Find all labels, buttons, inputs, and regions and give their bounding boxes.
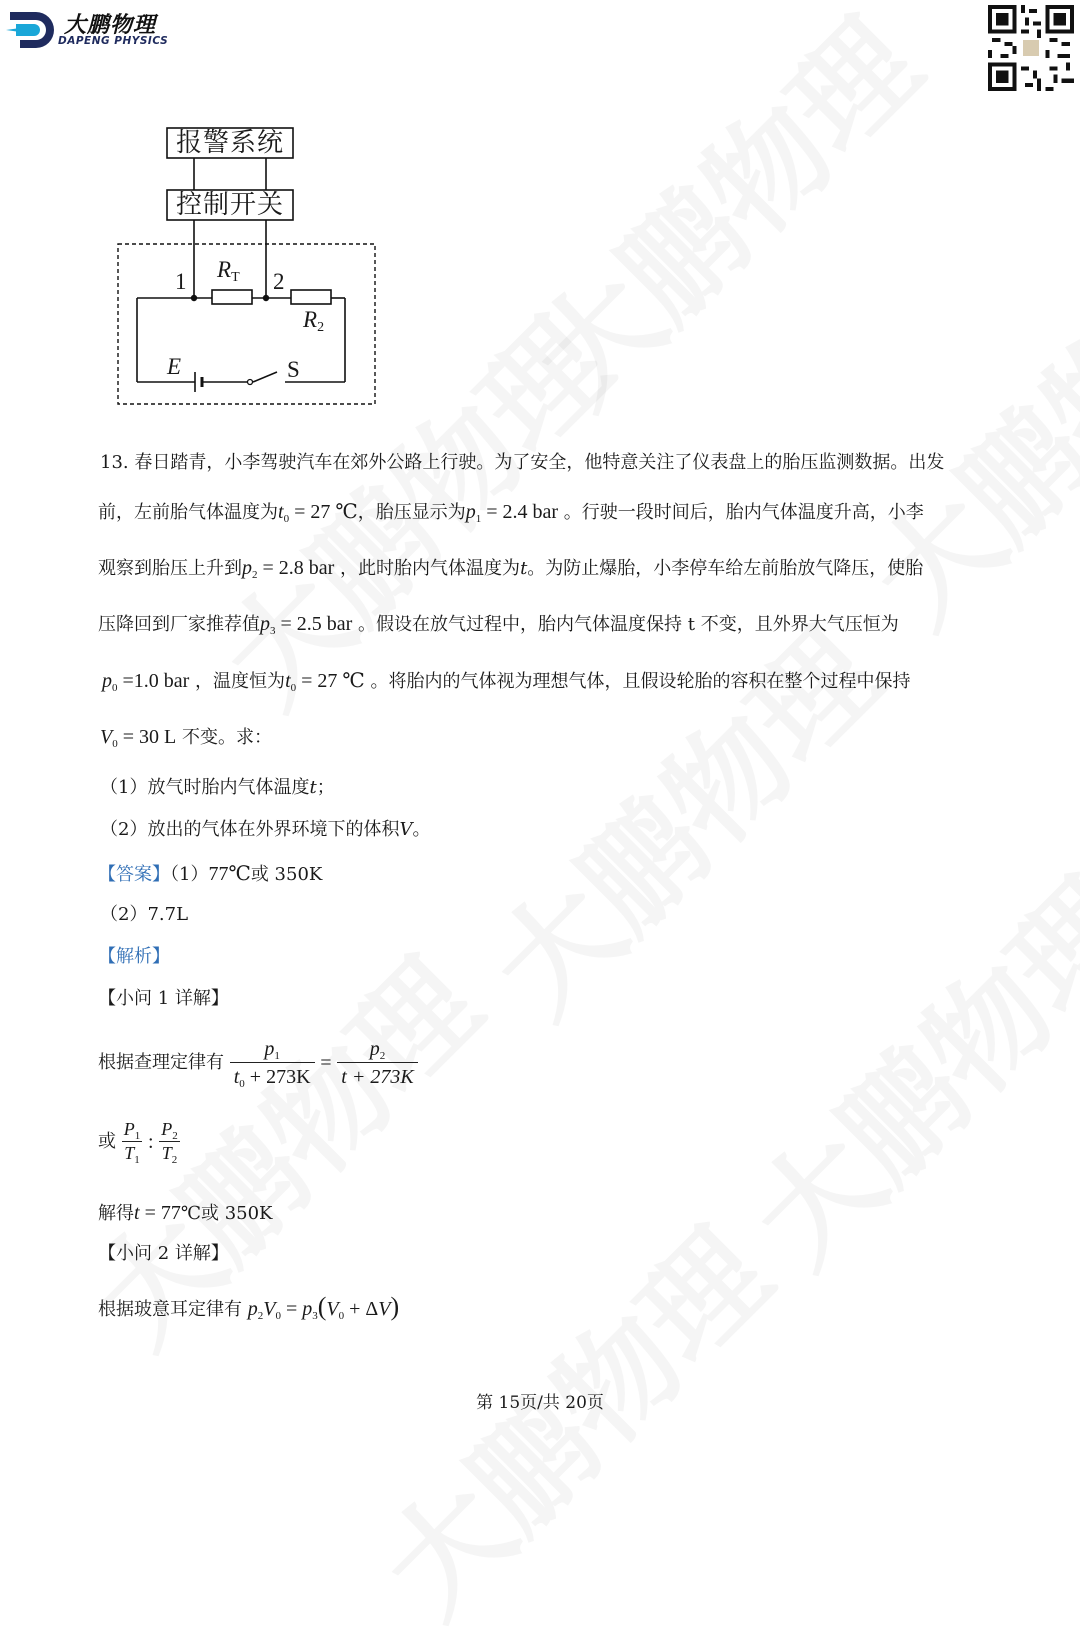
sub-question-2 bbox=[100, 821, 430, 839]
frac-denominator: t + 273K bbox=[341, 1066, 414, 1088]
frac-numerator bbox=[122, 1120, 143, 1142]
circuit-wires bbox=[105, 118, 395, 418]
var-v: V bbox=[399, 819, 413, 840]
q-text: 不变。求： bbox=[176, 727, 272, 748]
sub-3: 3 bbox=[312, 1310, 318, 1322]
q-math bbox=[466, 501, 558, 523]
equals-sign: = bbox=[320, 1052, 332, 1074]
q-text: 。行驶一段时间后，胎内气体温度升高，小李 bbox=[558, 502, 924, 523]
sub-0: 0 bbox=[283, 513, 290, 525]
q-text: ，此时胎内气体温度为 bbox=[334, 558, 521, 579]
fraction-p2 bbox=[337, 1038, 417, 1088]
var-p3: p bbox=[302, 1298, 313, 1320]
p3-value: = 2.5 bar bbox=[275, 613, 353, 635]
emf-label: E bbox=[167, 354, 182, 379]
var-t: t bbox=[309, 777, 317, 798]
var-p2: p bbox=[242, 557, 252, 579]
answer-line-1 bbox=[98, 864, 322, 884]
den-rest: + 273K bbox=[244, 1066, 311, 1088]
var-p2: p bbox=[369, 1038, 380, 1060]
analysis-tag: 【解析】 bbox=[98, 946, 170, 967]
fraction-P2-T2 bbox=[159, 1120, 180, 1164]
rt-sub: T bbox=[231, 270, 240, 285]
question-line-1: 13. 春日踏青，小李驾驶汽车在郊外公路上行驶。为了安全，他特意关注了仪表盘上的胎压监测数据。出发 bbox=[100, 452, 945, 473]
sub-0: 0 bbox=[290, 682, 297, 694]
brand-name: 大鹏物理 bbox=[64, 13, 157, 38]
var-v0: V bbox=[100, 726, 113, 748]
q-math bbox=[100, 726, 176, 748]
var-p3: p bbox=[260, 613, 270, 635]
var-v0: V bbox=[263, 1298, 276, 1320]
frac-numerator bbox=[337, 1038, 417, 1063]
q-text: 观察到胎压上升到 bbox=[98, 558, 242, 579]
var-t0: t bbox=[233, 1066, 240, 1088]
answer-line-2: （2）7.7L bbox=[100, 904, 189, 925]
sub-0: 0 bbox=[338, 1310, 345, 1322]
frac-denominator bbox=[159, 1142, 180, 1164]
var-t: t bbox=[520, 558, 528, 579]
var-T2: T bbox=[161, 1142, 172, 1163]
q-text: 。将胎内的气体视为理想气体，且假设轮胎的容积在整个过程中保持 bbox=[364, 671, 911, 692]
var-T1: T bbox=[124, 1142, 135, 1163]
watermark bbox=[449, 585, 910, 1046]
t0-value: = 27 ℃ bbox=[296, 670, 365, 692]
node-2-label: 2 bbox=[273, 269, 285, 294]
watermark bbox=[829, 195, 1080, 656]
alt-ratio-line bbox=[98, 1120, 180, 1164]
var-P2: P bbox=[161, 1119, 173, 1139]
q-text: 压降回到厂家推荐值 bbox=[98, 614, 260, 635]
v0-value: = 30 L bbox=[117, 726, 177, 748]
page-footer: 第 15页/共 20页 bbox=[476, 1393, 604, 1413]
p1-value: = 2.4 bar bbox=[481, 501, 559, 523]
q-text: ，温度恒为 bbox=[189, 671, 286, 692]
q-math bbox=[285, 670, 365, 692]
sub-1: 1 bbox=[134, 1130, 141, 1142]
fraction-p1 bbox=[230, 1038, 315, 1088]
sub-2: 2 bbox=[171, 1153, 178, 1166]
q-math bbox=[260, 613, 352, 635]
q-text: 。 bbox=[412, 819, 431, 840]
frac-denominator bbox=[230, 1063, 315, 1088]
dashed-box bbox=[118, 244, 375, 404]
var-P1: P bbox=[123, 1119, 135, 1139]
q-text: 。为防止爆胎，小李停车给左前胎放气降压，使胎 bbox=[527, 558, 924, 579]
sub-2: 2 bbox=[379, 1050, 386, 1062]
brand-english: DAPENG PHYSICS bbox=[58, 35, 169, 47]
rt-resistor bbox=[212, 290, 252, 304]
rt-main: R bbox=[217, 257, 232, 282]
watermark bbox=[709, 835, 1080, 1296]
node-1-label: 1 bbox=[175, 269, 187, 294]
var-t0: t bbox=[278, 501, 284, 523]
eq-sign: = bbox=[280, 1298, 303, 1320]
sub-0: 0 bbox=[112, 738, 118, 750]
dapeng-logo-icon bbox=[6, 6, 66, 52]
a1-prefix: （1） bbox=[170, 864, 209, 885]
sub-3: 3 bbox=[270, 625, 276, 637]
q-math bbox=[242, 557, 334, 579]
charles-law-line bbox=[98, 1038, 418, 1088]
q-text: ，胎压显示为 bbox=[357, 502, 466, 523]
rt-label bbox=[217, 257, 240, 285]
boyle-law-line bbox=[98, 1294, 399, 1320]
or-text: 或 bbox=[98, 1130, 116, 1152]
q-text: （2）放出的气体在外界环境下的体积 bbox=[100, 819, 400, 840]
var-v: V bbox=[378, 1298, 391, 1320]
a1-value: 77℃ bbox=[208, 863, 251, 885]
sub-0: 0 bbox=[239, 1078, 245, 1090]
r2-sub: 2 bbox=[317, 320, 325, 335]
r2-main: R bbox=[303, 307, 318, 332]
circuit-diagram bbox=[105, 118, 395, 418]
answer-tag: 【答案】 bbox=[98, 864, 170, 885]
sub-2: 2 bbox=[172, 1130, 178, 1142]
sub-2: 2 bbox=[257, 1310, 264, 1322]
plus-delta: + Δ bbox=[344, 1298, 379, 1320]
q-math bbox=[278, 501, 358, 523]
frac-denominator bbox=[122, 1142, 143, 1164]
r2-resistor bbox=[291, 290, 331, 304]
law-text: 根据玻意耳定律有 bbox=[98, 1299, 242, 1320]
solve-line bbox=[98, 1203, 273, 1223]
watermark bbox=[339, 1185, 800, 1646]
frac-numerator bbox=[230, 1038, 315, 1063]
sub2-heading: 【小问 2 详解】 bbox=[98, 1243, 229, 1264]
p0-value: =1.0 bar bbox=[117, 670, 190, 692]
t0-value: = 27 ℃ bbox=[289, 501, 358, 523]
var-v0: V bbox=[326, 1298, 339, 1320]
question-line-4 bbox=[98, 613, 899, 637]
sub-2: 2 bbox=[252, 569, 258, 581]
question-line-6 bbox=[100, 726, 272, 750]
var-p1: p bbox=[465, 501, 476, 523]
sub-question-1 bbox=[100, 779, 335, 797]
qr-code-icon bbox=[988, 5, 1074, 91]
switch-s bbox=[253, 372, 277, 382]
fraction-P1-T1 bbox=[122, 1120, 143, 1164]
sub-0: 0 bbox=[112, 682, 118, 694]
q-text: 前，左前胎气体温度为 bbox=[98, 502, 278, 523]
solve-value: = 77 bbox=[139, 1202, 181, 1224]
sub-1: 1 bbox=[475, 513, 482, 525]
question-line-2 bbox=[98, 501, 924, 525]
switch-label: 控制开关 bbox=[176, 190, 285, 220]
var-p2: p bbox=[247, 1298, 258, 1320]
alarm-label: 报警系统 bbox=[176, 128, 285, 158]
question-line-5 bbox=[102, 670, 911, 694]
sub-1: 1 bbox=[134, 1153, 140, 1166]
q-text: 。假设在放气过程中，胎内气体温度保持 t 不变，且外界大气压恒为 bbox=[352, 614, 899, 635]
p2-value: = 2.8 bar bbox=[257, 557, 335, 579]
sub-1: 1 bbox=[274, 1050, 280, 1062]
sub1-heading: 【小问 1 详解】 bbox=[98, 988, 229, 1009]
q-math bbox=[102, 670, 189, 692]
paren-close: ) bbox=[390, 1292, 400, 1321]
var-p1: p bbox=[264, 1038, 275, 1060]
frac-numerator bbox=[159, 1120, 180, 1142]
r2-label bbox=[303, 307, 325, 335]
q-text: ； bbox=[316, 777, 335, 798]
var-t: t bbox=[134, 1202, 140, 1224]
a1-rest: 或 350K bbox=[250, 864, 323, 885]
paren-open: ( bbox=[317, 1292, 327, 1321]
var-t0: t bbox=[285, 670, 291, 692]
sub-0: 0 bbox=[275, 1310, 281, 1322]
question-line-3 bbox=[98, 557, 924, 581]
boyle-equation bbox=[247, 1292, 400, 1322]
q-text: （1）放气时胎内气体温度 bbox=[100, 777, 310, 798]
colon: : bbox=[147, 1130, 154, 1153]
solve-text: 解得 bbox=[98, 1203, 134, 1224]
law-text: 根据查理定律有 bbox=[98, 1052, 224, 1074]
switch-s-label: S bbox=[287, 357, 300, 382]
watermark bbox=[489, 0, 950, 437]
var-p0: p bbox=[102, 670, 112, 692]
solve-rest: ℃或 350K bbox=[180, 1203, 273, 1224]
